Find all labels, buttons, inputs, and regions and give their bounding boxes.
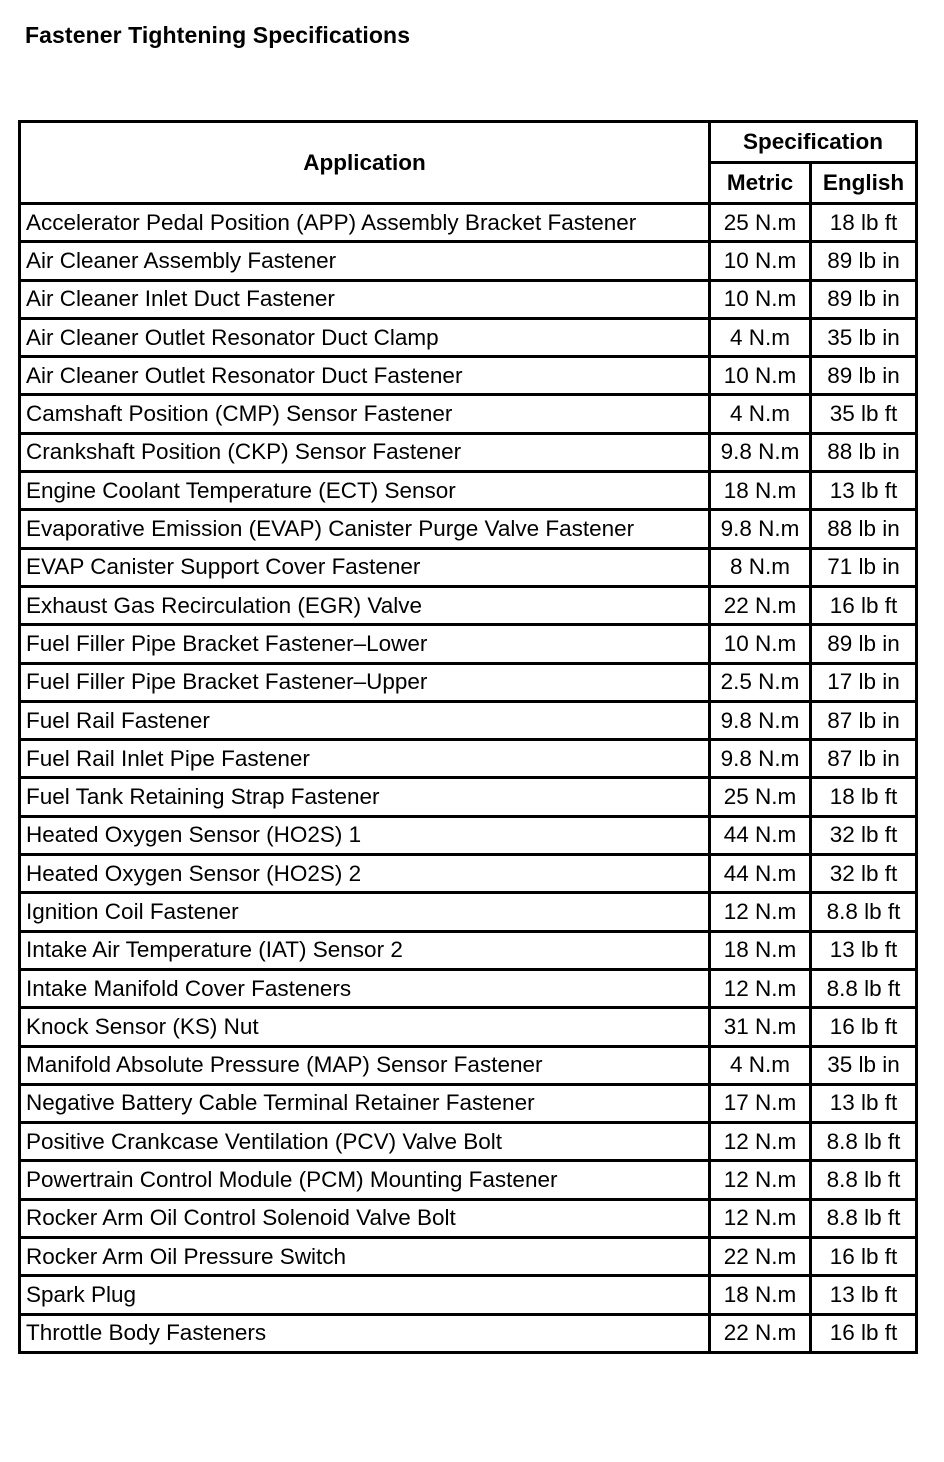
table-row: [20, 1161, 917, 1199]
english-cell: 13 lb ft: [811, 1276, 917, 1314]
application-cell: Evaporative Emission (EVAP) Canister Purge Valve Fastener: [20, 510, 710, 548]
metric-cell: 25 N.m: [710, 204, 811, 242]
metric-cell: 8 N.m: [710, 548, 811, 586]
metric-cell: 18 N.m: [710, 931, 811, 969]
english-cell: 88 lb in: [811, 510, 917, 548]
metric-cell: 22 N.m: [710, 586, 811, 624]
english-cell: 32 lb ft: [811, 816, 917, 854]
table-row: [20, 855, 917, 893]
application-cell: EVAP Canister Support Cover Fastener: [20, 548, 710, 586]
english-cell: 18 lb ft: [811, 778, 917, 816]
metric-cell: 12 N.m: [710, 1161, 811, 1199]
metric-cell: 22 N.m: [710, 1314, 811, 1352]
english-cell: 16 lb ft: [811, 1008, 917, 1046]
table-row: [20, 318, 917, 356]
table-row: [20, 893, 917, 931]
table-row: [20, 740, 917, 778]
english-cell: 89 lb in: [811, 280, 917, 318]
english-cell: 17 lb in: [811, 663, 917, 701]
table-row: [20, 1046, 917, 1084]
table-row: [20, 1199, 917, 1237]
table-row: [20, 1238, 917, 1276]
table-row: [20, 510, 917, 548]
english-cell: 8.8 lb ft: [811, 1161, 917, 1199]
table-row: [20, 357, 917, 395]
metric-cell: 4 N.m: [710, 395, 811, 433]
metric-cell: 31 N.m: [710, 1008, 811, 1046]
english-cell: 13 lb ft: [811, 931, 917, 969]
english-cell: 71 lb in: [811, 548, 917, 586]
metric-cell: 22 N.m: [710, 1238, 811, 1276]
metric-cell: 44 N.m: [710, 816, 811, 854]
english-cell: 89 lb in: [811, 242, 917, 280]
table-row: [20, 433, 917, 471]
application-cell: Spark Plug: [20, 1276, 710, 1314]
english-cell: 88 lb in: [811, 433, 917, 471]
metric-cell: 9.8 N.m: [710, 740, 811, 778]
metric-cell: 9.8 N.m: [710, 433, 811, 471]
application-cell: Intake Manifold Cover Fasteners: [20, 969, 710, 1007]
metric-cell: 10 N.m: [710, 625, 811, 663]
application-cell: Camshaft Position (CMP) Sensor Fastener: [20, 395, 710, 433]
english-cell: 35 lb in: [811, 318, 917, 356]
application-cell: Fuel Rail Inlet Pipe Fastener: [20, 740, 710, 778]
table-row: [20, 701, 917, 739]
metric-cell: 4 N.m: [710, 1046, 811, 1084]
table-row: [20, 204, 917, 242]
english-cell: 87 lb in: [811, 701, 917, 739]
application-cell: Air Cleaner Outlet Resonator Duct Fastener: [20, 357, 710, 395]
header-specification: Specification: [710, 122, 917, 163]
application-cell: Heated Oxygen Sensor (HO2S) 2: [20, 855, 710, 893]
table-row: [20, 663, 917, 701]
application-cell: Heated Oxygen Sensor (HO2S) 1: [20, 816, 710, 854]
metric-cell: 12 N.m: [710, 1199, 811, 1237]
document-title: Fastener Tightening Specifications: [25, 22, 411, 48]
metric-cell: 10 N.m: [710, 357, 811, 395]
application-cell: Accelerator Pedal Position (APP) Assembly Bracket Fastener: [20, 204, 710, 242]
application-cell: Positive Crankcase Ventilation (PCV) Valve Bolt: [20, 1123, 710, 1161]
fastener-spec-table: [18, 120, 918, 1354]
application-cell: Air Cleaner Inlet Duct Fastener: [20, 280, 710, 318]
header-metric: Metric: [710, 163, 811, 204]
metric-cell: 18 N.m: [710, 472, 811, 510]
table-row: [20, 625, 917, 663]
metric-cell: 44 N.m: [710, 855, 811, 893]
application-cell: Fuel Filler Pipe Bracket Fastener–Lower: [20, 625, 710, 663]
metric-cell: 9.8 N.m: [710, 510, 811, 548]
table-row: [20, 395, 917, 433]
application-cell: Engine Coolant Temperature (ECT) Sensor: [20, 472, 710, 510]
table-row: [20, 586, 917, 624]
application-cell: Fuel Filler Pipe Bracket Fastener–Upper: [20, 663, 710, 701]
english-cell: 8.8 lb ft: [811, 893, 917, 931]
table-row: [20, 969, 917, 1007]
english-cell: 13 lb ft: [811, 1084, 917, 1122]
english-cell: 13 lb ft: [811, 472, 917, 510]
table-row: [20, 242, 917, 280]
table-row: [20, 280, 917, 318]
table-row: [20, 548, 917, 586]
english-cell: 8.8 lb ft: [811, 969, 917, 1007]
table-row: [20, 1314, 917, 1352]
table-row: [20, 778, 917, 816]
application-cell: Exhaust Gas Recirculation (EGR) Valve: [20, 586, 710, 624]
application-cell: Fuel Tank Retaining Strap Fastener: [20, 778, 710, 816]
table-header: [20, 122, 917, 204]
application-cell: Ignition Coil Fastener: [20, 893, 710, 931]
table-row: [20, 931, 917, 969]
application-cell: Intake Air Temperature (IAT) Sensor 2: [20, 931, 710, 969]
english-cell: 8.8 lb ft: [811, 1199, 917, 1237]
english-cell: 35 lb ft: [811, 395, 917, 433]
english-cell: 8.8 lb ft: [811, 1123, 917, 1161]
english-cell: 35 lb in: [811, 1046, 917, 1084]
metric-cell: 12 N.m: [710, 893, 811, 931]
metric-cell: 17 N.m: [710, 1084, 811, 1122]
metric-cell: 25 N.m: [710, 778, 811, 816]
english-cell: 32 lb ft: [811, 855, 917, 893]
table-row: [20, 816, 917, 854]
metric-cell: 10 N.m: [710, 242, 811, 280]
table-row: [20, 1084, 917, 1122]
english-cell: 16 lb ft: [811, 586, 917, 624]
table-row: [20, 1123, 917, 1161]
table-body: [20, 204, 917, 1353]
application-cell: Negative Battery Cable Terminal Retainer Fastener: [20, 1084, 710, 1122]
application-cell: Air Cleaner Assembly Fastener: [20, 242, 710, 280]
metric-cell: 2.5 N.m: [710, 663, 811, 701]
table-row: [20, 1276, 917, 1314]
application-cell: Rocker Arm Oil Control Solenoid Valve Bolt: [20, 1199, 710, 1237]
metric-cell: 4 N.m: [710, 318, 811, 356]
table-row: [20, 472, 917, 510]
application-cell: Crankshaft Position (CKP) Sensor Fastener: [20, 433, 710, 471]
metric-cell: 9.8 N.m: [710, 701, 811, 739]
application-cell: Rocker Arm Oil Pressure Switch: [20, 1238, 710, 1276]
metric-cell: 12 N.m: [710, 1123, 811, 1161]
english-cell: 89 lb in: [811, 625, 917, 663]
english-cell: 87 lb in: [811, 740, 917, 778]
english-cell: 18 lb ft: [811, 204, 917, 242]
table-row: [20, 1008, 917, 1046]
header-application: Application: [20, 122, 710, 204]
english-cell: 89 lb in: [811, 357, 917, 395]
english-cell: 16 lb ft: [811, 1314, 917, 1352]
english-cell: 16 lb ft: [811, 1238, 917, 1276]
application-cell: Knock Sensor (KS) Nut: [20, 1008, 710, 1046]
application-cell: Manifold Absolute Pressure (MAP) Sensor Fastener: [20, 1046, 710, 1084]
metric-cell: 12 N.m: [710, 969, 811, 1007]
application-cell: Air Cleaner Outlet Resonator Duct Clamp: [20, 318, 710, 356]
metric-cell: 18 N.m: [710, 1276, 811, 1314]
application-cell: Fuel Rail Fastener: [20, 701, 710, 739]
metric-cell: 10 N.m: [710, 280, 811, 318]
header-english: English: [811, 163, 917, 204]
application-cell: Throttle Body Fasteners: [20, 1314, 710, 1352]
application-cell: Powertrain Control Module (PCM) Mounting Fastener: [20, 1161, 710, 1199]
